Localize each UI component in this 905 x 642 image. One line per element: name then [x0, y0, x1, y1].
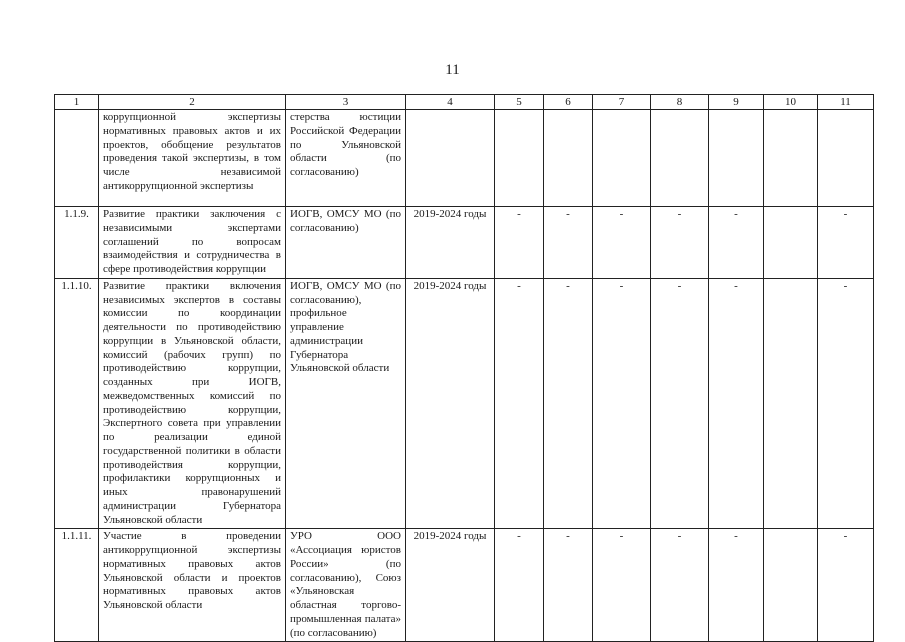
item-col-6: [544, 110, 593, 207]
item-col-10: [764, 529, 818, 642]
header-col-11: 11: [818, 95, 874, 110]
item-col-8: -: [651, 529, 709, 642]
table-row: [55, 529, 874, 642]
item-col-8: -: [651, 207, 709, 279]
header-col-4: 4: [406, 95, 495, 110]
header-col-2: 2: [99, 95, 286, 110]
item-period: 2019-2024 годы: [406, 529, 495, 642]
item-col-7: -: [593, 278, 651, 529]
item-col-11: -: [818, 207, 874, 279]
item-col-10: [764, 207, 818, 279]
item-executor: УРО ООО «Ассоциация юристов России» (по согласованию), Союз «Ульяновская областная торгово-промышленная палата» (по согласованию): [286, 529, 406, 642]
page-number: 11: [445, 62, 460, 78]
header-col-10: 10: [764, 95, 818, 110]
item-col-7: [593, 110, 651, 207]
item-period: 2019-2024 годы: [406, 207, 495, 279]
item-executor: ИОГВ, ОМСУ МО (по согласованию): [286, 207, 406, 279]
header-row: [55, 95, 874, 110]
item-col-9: -: [709, 278, 764, 529]
item-number: 1.1.9.: [55, 207, 99, 279]
item-description: Развитие практики включения независимых экспертов в составы комиссии по координации деятельности по противодействию коррупции в Ульяновской области, комиссий (рабочих групп) по противодействию коррупции, созданных при ИОГВ, межведомственных комиссий по противодействию коррупции, Экспертного совета при управлении по реализации единой государственной политики в области противодействия коррупции, профилактики коррупционных и иных правонарушений администрации Губернатора Ульяновской области: [99, 278, 286, 529]
header-col-6: 6: [544, 95, 593, 110]
item-col-5: -: [495, 278, 544, 529]
header-col-9: 9: [709, 95, 764, 110]
item-col-7: -: [593, 529, 651, 642]
item-col-8: -: [651, 278, 709, 529]
item-col-6: -: [544, 278, 593, 529]
item-period: [406, 110, 495, 207]
item-col-9: -: [709, 207, 764, 279]
item-col-11: -: [818, 278, 874, 529]
item-col-8: [651, 110, 709, 207]
item-col-6: -: [544, 207, 593, 279]
item-col-9: -: [709, 529, 764, 642]
plan-table: [54, 94, 874, 642]
header-col-1: 1: [55, 95, 99, 110]
item-col-6: -: [544, 529, 593, 642]
item-description: Участие в проведении антикоррупционной экспертизы нормативных правовых актов Ульяновской области и проектов нормативных правовых актов Ульяновской области: [99, 529, 286, 642]
item-col-11: [818, 110, 874, 207]
header-col-3: 3: [286, 95, 406, 110]
item-number: 1.1.10.: [55, 278, 99, 529]
item-col-5: [495, 110, 544, 207]
table-row: [55, 278, 874, 529]
item-col-7: -: [593, 207, 651, 279]
item-col-10: [764, 278, 818, 529]
item-col-9: [709, 110, 764, 207]
item-col-10: [764, 110, 818, 207]
item-description: коррупционной экспертизы нормативных правовых актов и их проектов, обобщение результатов проведения такой экспертизы, в том числе независимой антикоррупционной экспертизы: [99, 110, 286, 207]
table-row: [55, 110, 874, 207]
item-executor: стерства юстиции Российской Федерации по Ульяновской области (по согласованию): [286, 110, 406, 207]
item-col-5: -: [495, 207, 544, 279]
item-col-5: -: [495, 529, 544, 642]
item-description: Развитие практики заключения с независимыми экспертами соглашений по вопросам взаимодействия и сотрудничества в сфере противодействия коррупции: [99, 207, 286, 279]
item-number: [55, 110, 99, 207]
item-number: 1.1.11.: [55, 529, 99, 642]
header-col-5: 5: [495, 95, 544, 110]
header-col-8: 8: [651, 95, 709, 110]
item-period: 2019-2024 годы: [406, 278, 495, 529]
header-col-7: 7: [593, 95, 651, 110]
table-row: [55, 207, 874, 279]
item-executor: ИОГВ, ОМСУ МО (по согласованию), профильное управление администрации Губернатора Ульяновской области: [286, 278, 406, 529]
item-col-11: -: [818, 529, 874, 642]
